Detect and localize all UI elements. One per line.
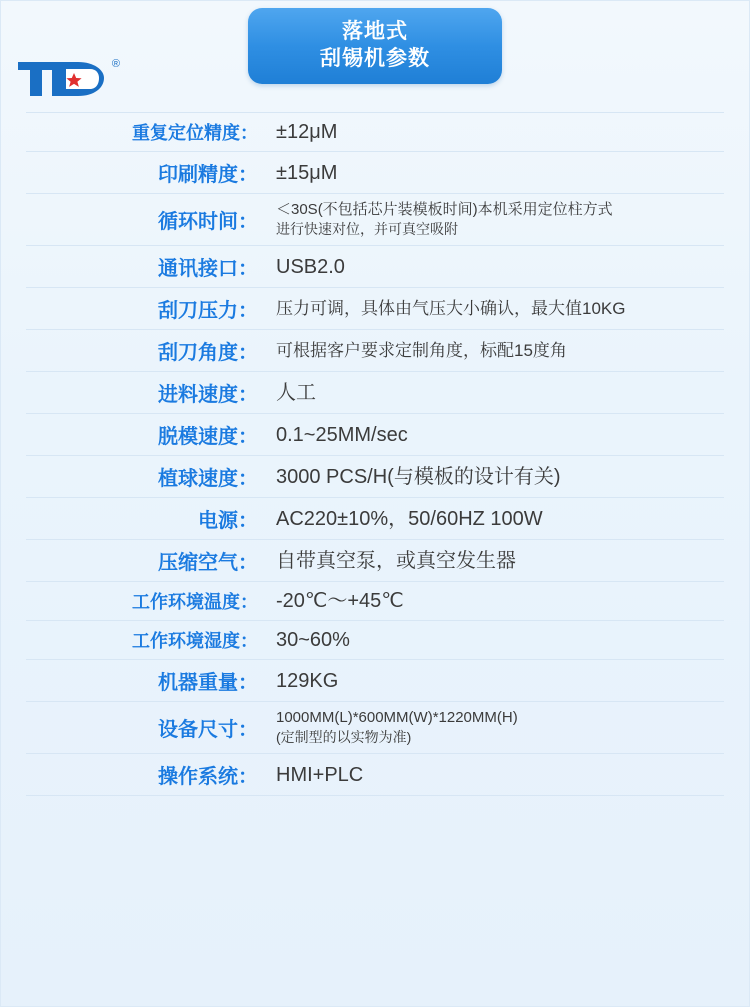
spec-label: 进料速度： [158,384,258,406]
spec-value [268,152,724,194]
spec-label: 印刷精度： [158,164,258,186]
specifications-table-body [26,113,724,796]
footer-spacer [0,796,750,844]
spec-value-text: USB2.0 [276,255,345,278]
spec-value [268,246,724,288]
spec-label: 机器重量： [158,672,258,694]
spec-value [268,456,724,498]
page-title-line2: 刮锡机参数 [320,47,430,70]
page-header [0,0,750,112]
spec-row [26,414,724,456]
spec-label: 植球速度： [158,468,258,490]
spec-value-text: 3000 PCS/H(与模板的设计有关) [276,465,561,488]
spec-label: 操作系统： [158,766,258,788]
spec-label: 电源： [198,510,258,532]
spec-row [26,621,724,660]
spec-row [26,288,724,330]
registered-mark-icon: ® [111,58,120,70]
spec-label: 重复定位精度： [132,123,258,143]
spec-value-text: ＜30S(不包括芯片装模板时间)本机采用定位柱方式 [276,201,613,218]
spec-value-text: AC220±10%，50/60HZ 100W [276,507,543,530]
spec-row [26,372,724,414]
spec-row [26,194,724,246]
spec-value-text: 129KG [276,669,339,692]
spec-value-text: 人工 [276,381,316,404]
spec-row [26,660,724,702]
spec-row [26,702,724,754]
spec-value [268,498,724,540]
spec-value-text: 可根据客户要求定制角度，标配15度角 [276,340,567,360]
spec-label: 刮刀角度： [158,342,258,364]
specifications-table [26,112,724,796]
spec-label: 工作环境温度： [132,592,258,612]
page-title [248,8,502,84]
spec-label: 压缩空气： [158,552,258,574]
spec-row [26,754,724,796]
brand-logo [14,56,120,100]
spec-value-text: 30~60% [276,629,350,651]
spec-value [268,621,724,660]
spec-value-text: 0.1~25MM/sec [276,423,408,446]
spec-label: 循环时间： [158,211,258,233]
spec-row [26,246,724,288]
spec-value [268,540,724,582]
spec-row [26,582,724,621]
spec-value [268,330,724,372]
spec-value [268,372,724,414]
spec-value-text: 自带真空泵，或真空发生器 [276,549,516,572]
spec-label: 脱模速度： [158,426,258,448]
spec-value [268,414,724,456]
spec-row [26,498,724,540]
spec-value [268,288,724,330]
spec-value-subtext: (定制型的以实物为准) [276,729,412,745]
spec-value [268,582,724,621]
spec-value-text: HMI+PLC [276,763,364,786]
spec-row [26,152,724,194]
spec-value-text: ±12μM [276,121,338,143]
spec-value [268,194,724,246]
spec-value-text: 1000MM(L)*600MM(W)*1220MM(H) [276,709,518,726]
spec-row [26,113,724,152]
spec-label: 工作环境湿度： [132,631,258,651]
spec-row [26,540,724,582]
logo-icon [14,56,120,100]
page-title-line1: 落地式 [342,20,408,43]
spec-value-text: ±15μM [276,161,338,184]
spec-row [26,330,724,372]
spec-label: 设备尺寸： [158,719,258,741]
spec-value [268,702,724,754]
spec-value [268,113,724,152]
spec-label: 刮刀压力： [158,300,258,322]
spec-label: 通讯接口： [158,258,258,280]
spec-value-text: 压力可调，具体由气压大小确认，最大值10KG [276,298,626,318]
spec-value-subtext: 进行快速对位，并可真空吸附 [276,221,458,237]
spec-row [26,456,724,498]
spec-value [268,660,724,702]
spec-value [268,754,724,796]
spec-value-text: -20℃～+45℃ [276,590,404,612]
